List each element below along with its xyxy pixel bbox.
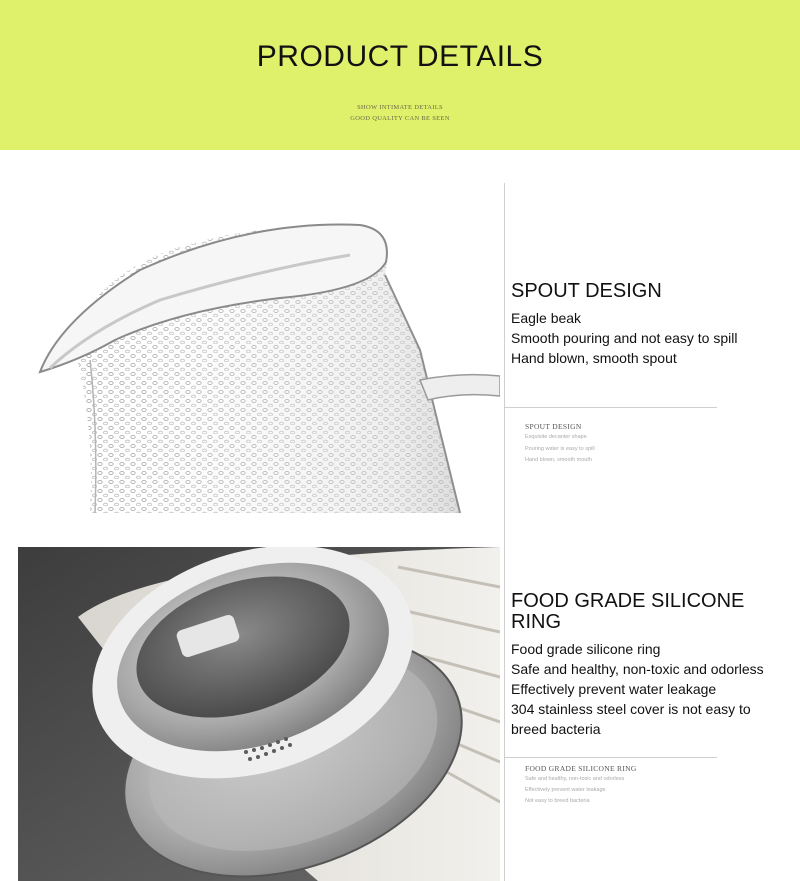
spout-caption-line: Exquisite decanter shape: [525, 434, 587, 440]
spout-caption-title: SPOUT DESIGN: [525, 422, 582, 431]
ring-caption-line: Not easy to breed bacteria: [525, 798, 590, 804]
section-title-spout: SPOUT DESIGN: [511, 280, 662, 302]
ring-caption-title: FOOD GRADE SILICONE RING: [525, 764, 637, 773]
spout-caption-line: Pouring water is easy to spill: [525, 446, 595, 452]
banner-subtitle-line: SHOW INTIMATE DETAILS: [357, 104, 443, 111]
ring-feature-line: Food grade silicone ring: [511, 641, 661, 657]
ring-caption-line: Effectively prevent water leakage: [525, 787, 606, 793]
spout-feature-line: Eagle beak: [511, 310, 582, 326]
section-divider: [505, 757, 717, 758]
vertical-divider: [504, 183, 505, 881]
section-title-silicone-ring: FOOD GRADE SILICONE RING: [511, 590, 745, 633]
glass-pitcher-photo: [20, 200, 500, 515]
banner-subtitle-line: GOOD QUALITY CAN BE SEEN: [350, 115, 450, 122]
ring-feature-line: Effectively prevent water leakage: [511, 681, 717, 697]
spout-feature-line: Smooth pouring and not easy to spill: [511, 330, 738, 346]
ring-feature-line: 304 stainless steel cover is not easy to: [511, 701, 751, 717]
spout-caption-line: Hand blown, smooth mouth: [525, 457, 592, 463]
ring-feature-line: breed bacteria: [511, 721, 601, 737]
section-divider: [505, 407, 717, 408]
ring-feature-line: Safe and healthy, non-toxic and odorless: [511, 661, 764, 677]
spout-feature-line: Hand blown, smooth spout: [511, 350, 677, 366]
page-title: PRODUCT DETAILS: [256, 40, 544, 73]
stainless-lid-photo: [18, 547, 500, 881]
header-banner: [0, 0, 800, 150]
ring-caption-line: Safe and healthy, non-toxic and odorless: [525, 776, 625, 782]
